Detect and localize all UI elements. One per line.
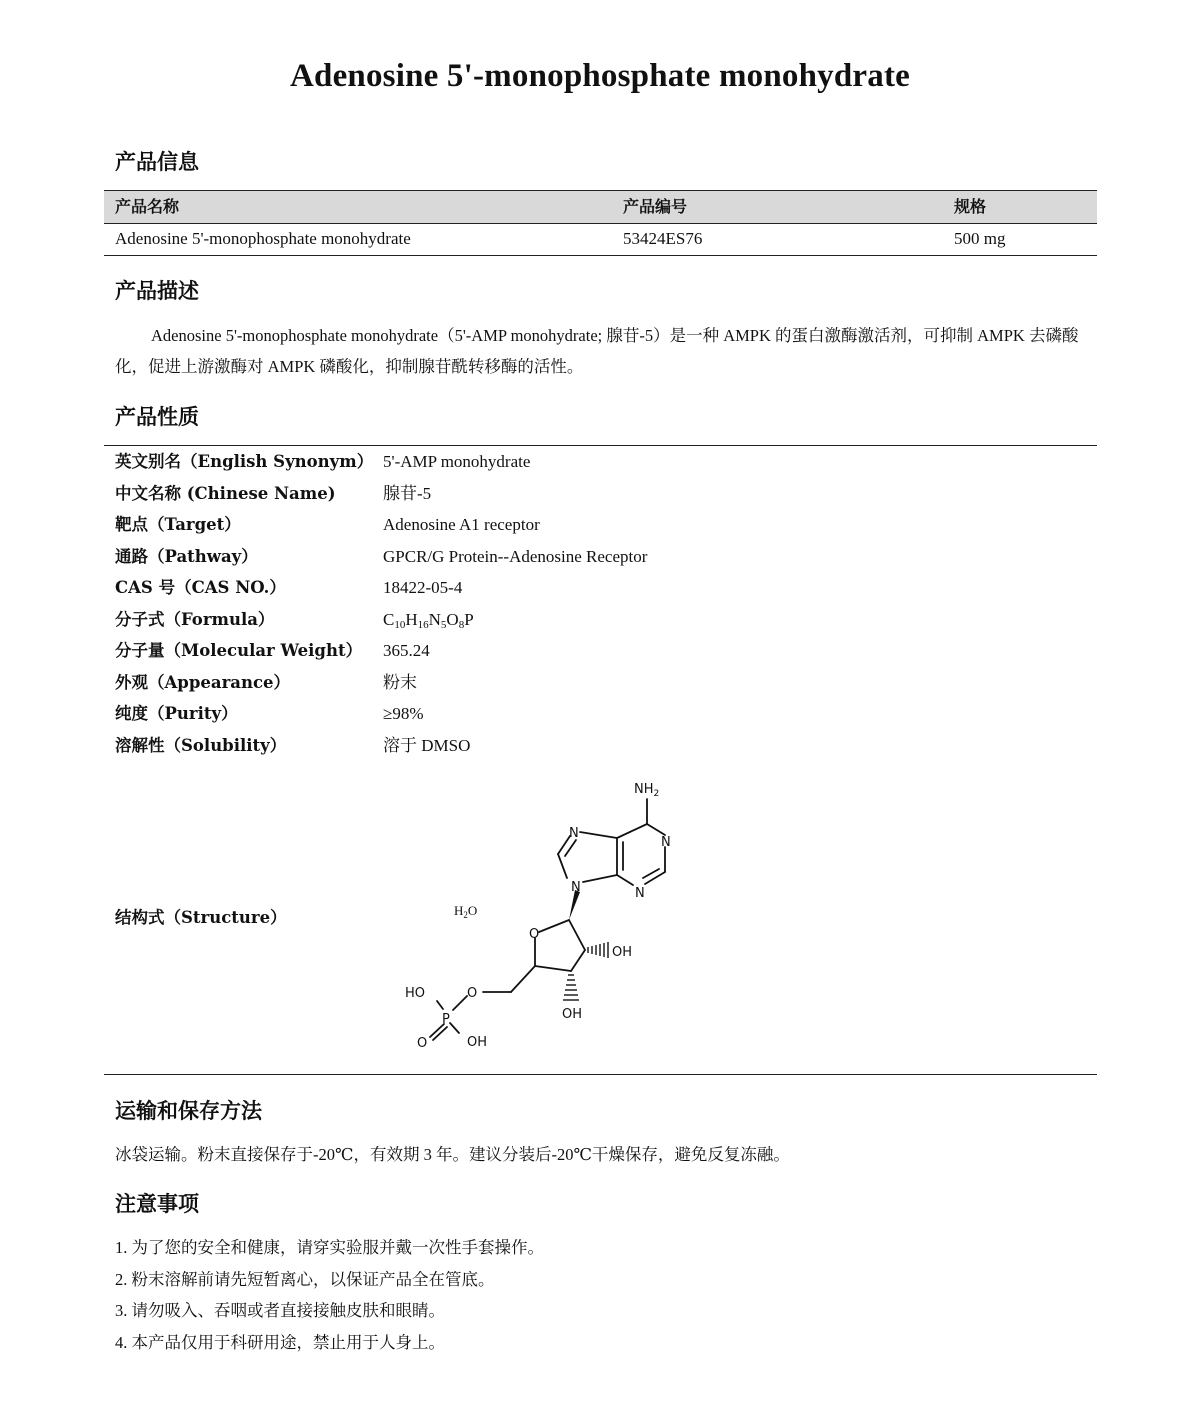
- header-spec: 规格: [954, 197, 987, 216]
- section-heading-properties: 产品性质: [115, 404, 199, 429]
- atom-n9: N: [571, 880, 581, 895]
- property-value: Adenosine A1 receptor: [383, 515, 540, 534]
- formula-n-count: 5: [440, 618, 447, 631]
- property-row: [104, 604, 1097, 636]
- note-item: 3. 请勿吸入、吞咽或者直接接触皮肤和眼睛。: [115, 1301, 445, 1320]
- atom-nh2: $NH_2$: [634, 782, 660, 799]
- property-label: 通路（Pathway）: [115, 546, 258, 566]
- formula-n: N: [428, 609, 441, 629]
- property-value: 腺苷-5: [383, 483, 432, 503]
- cell-product-name: Adenosine 5'-monophosphate monohydrate: [115, 229, 411, 248]
- property-label: 英文别名（English Synonym）: [115, 452, 374, 471]
- property-row: [104, 730, 1097, 762]
- section-heading-info: 产品信息: [115, 149, 199, 174]
- properties-table: [104, 446, 1097, 761]
- property-label: 纯度（Purity）: [115, 704, 238, 723]
- atom-oh-right: OH: [612, 945, 633, 960]
- section-heading-notes: 注意事项: [115, 1191, 199, 1216]
- atom-n7: N: [569, 826, 579, 841]
- property-value: 粉末: [383, 672, 417, 692]
- water-label: $H_2O$: [454, 903, 478, 920]
- formula-o-count: 8: [458, 618, 465, 631]
- property-label: 外观（Appearance）: [115, 672, 290, 692]
- atom-p: P: [442, 1012, 450, 1027]
- property-value: 365.24: [383, 641, 430, 660]
- property-row: [104, 572, 1097, 604]
- property-label: CAS 号（CAS NO.）: [115, 578, 286, 597]
- formula-h-count: 16: [417, 618, 429, 631]
- property-label: 分子量（Molecular Weight）: [115, 641, 363, 660]
- property-value: GPCR/G Protein--Adenosine Receptor: [383, 546, 648, 566]
- property-row: [104, 667, 1097, 699]
- structure-diagram: [395, 770, 705, 1060]
- property-row: [104, 635, 1097, 667]
- atom-o-double: O: [417, 1036, 428, 1051]
- note-item: 1. 为了您的安全和健康，请穿实验服并戴一次性手套操作。: [115, 1238, 544, 1257]
- property-label: 中文名称 (Chinese Name): [115, 483, 336, 503]
- note-item: 2. 粉末溶解前请先短暂离心，以保证产品全在管底。: [115, 1269, 495, 1289]
- formula-p: P: [464, 609, 474, 629]
- cell-spec: 500 mg: [954, 229, 1006, 248]
- note-item: 4. 本产品仅用于科研用途，禁止用于人身上。: [115, 1332, 445, 1352]
- property-row: [104, 478, 1097, 510]
- formula-c: C: [383, 609, 395, 629]
- properties-bottom-rule: [104, 1074, 1097, 1075]
- property-label: 靶点（Target）: [115, 515, 241, 534]
- property-value: ≥98%: [383, 704, 424, 723]
- property-row: [104, 509, 1097, 541]
- atom-ho: HO: [405, 986, 426, 1001]
- property-value: 5'-AMP monohydrate: [383, 452, 531, 471]
- header-product-code: 产品编号: [623, 197, 688, 216]
- info-table-row: [104, 223, 1097, 256]
- section-heading-storage: 运输和保存方法: [115, 1098, 262, 1123]
- property-label: 溶解性（Solubility）: [115, 735, 287, 755]
- atom-o-link: O: [467, 986, 478, 1001]
- property-row: [104, 541, 1097, 573]
- atom-n1: N: [661, 835, 671, 850]
- property-row: [104, 698, 1097, 730]
- atom-oh-p: OH: [467, 1035, 488, 1050]
- atom-ring-o: O: [529, 927, 540, 942]
- formula-h: H: [405, 609, 418, 629]
- formula-o: O: [446, 609, 459, 629]
- page-title: Adenosine 5'-monophosphate monohydrate: [289, 58, 911, 94]
- property-value: 18422-05-4: [383, 578, 463, 597]
- section-heading-description: 产品描述: [115, 278, 199, 303]
- formula-c-count: 10: [394, 618, 406, 631]
- structure-label: 结构式（Structure）: [115, 908, 287, 927]
- info-table-header: [104, 190, 1097, 224]
- atom-oh-bottom: OH: [562, 1007, 583, 1022]
- storage-text: 冰袋运输。粉末直接保存于-20℃，有效期 3 年。建议分装后-20℃干燥保存，避免反复冻融。: [115, 1145, 790, 1164]
- description-text: Adenosine 5'-monophosphate monohydrate（5'-AMP monohydrate; 腺苷-5）是一种 AMPK 的蛋白激酶激活剂，可抑制 AMPK 去磷酸化，促进上游激酶对 AMPK 磷酸化，抑制腺苷酰转移酶的活性。: [115, 326, 1079, 376]
- cell-product-code: 53424ES76: [623, 229, 703, 248]
- property-label: 分子式（Formula）: [115, 609, 275, 629]
- header-product-name: 产品名称: [115, 197, 180, 216]
- property-row: [104, 446, 1097, 478]
- notes-list: [115, 1232, 544, 1358]
- atom-n3: N: [635, 886, 645, 901]
- property-value: 溶于 DMSO: [383, 735, 471, 755]
